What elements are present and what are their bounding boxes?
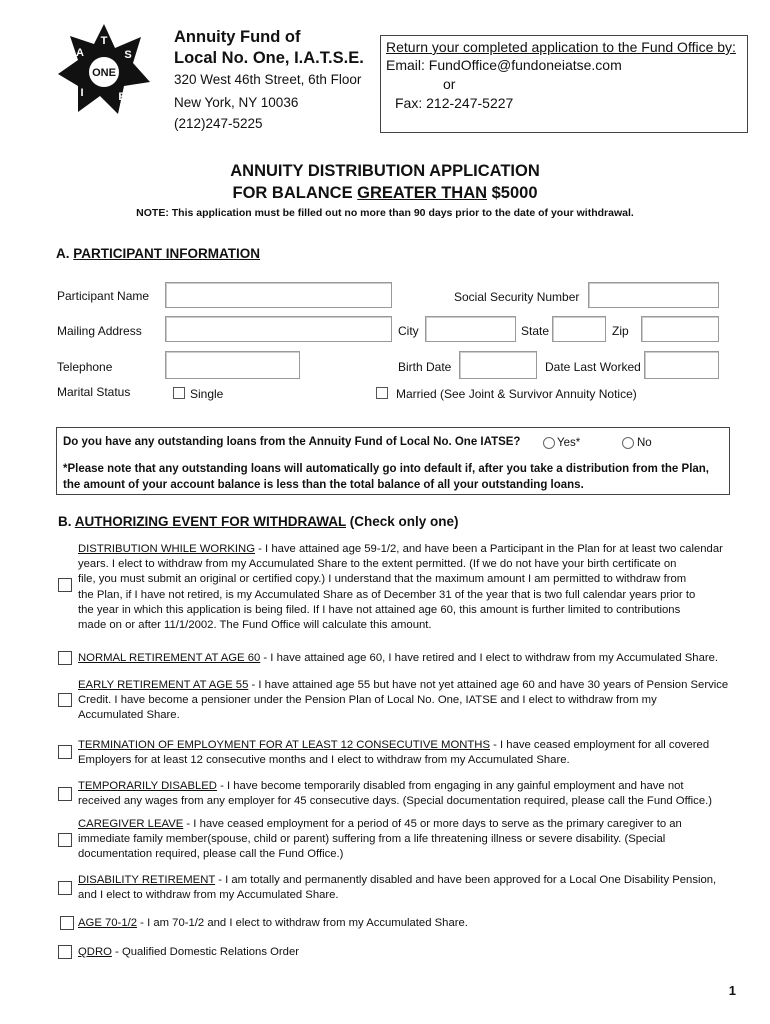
termination-of-employment-checkbox[interactable] bbox=[58, 745, 72, 759]
option-heading: NORMAL RETIREMENT AT AGE 60 bbox=[78, 652, 261, 664]
ssn-label: Social Security Number bbox=[454, 290, 580, 304]
caregiver-leave-checkbox[interactable] bbox=[58, 833, 72, 847]
option-line: - I have ceased employment for all covered bbox=[489, 739, 710, 751]
qdro-text bbox=[78, 945, 738, 960]
mailing-address-label: Mailing Address bbox=[57, 324, 142, 338]
section-b-letter: B. bbox=[58, 514, 72, 529]
org-address-line1: 320 West 46th Street, 6th Floor bbox=[174, 72, 362, 87]
option-line: made on or after 11/1/2002. The Fund Office will calculate this amount. bbox=[78, 619, 432, 632]
date-last-worked-field[interactable] bbox=[644, 351, 719, 379]
date-last-worked-label: Date Last Worked bbox=[545, 360, 641, 374]
org-name-line2: Local No. One, I.A.T.S.E. bbox=[174, 49, 364, 67]
section-b-heading bbox=[58, 514, 459, 529]
normal-retirement-checkbox[interactable] bbox=[58, 651, 72, 665]
section-a-letter: A. bbox=[56, 246, 70, 261]
option-line: the year in which this application is being filed. If I have not attained age 60, this amount is further limited to contributions bbox=[78, 603, 681, 616]
logo-letter-i: I bbox=[80, 87, 84, 99]
option-line: the Plan, if I have not retired, is my Accumulated Share as of December 31 of the year that is two full calendar years prior to bbox=[78, 588, 696, 601]
section-a-heading bbox=[56, 246, 260, 261]
termination-of-employment-text bbox=[78, 738, 738, 768]
zip-label: Zip bbox=[612, 324, 629, 338]
return-instructions-box bbox=[380, 35, 748, 133]
single-checkbox[interactable] bbox=[173, 387, 185, 399]
return-fax: Fax: 212-247-5227 bbox=[395, 95, 514, 111]
option-line: years. I elect to withdraw from my Accumulated Share to the extent permitted. (If we do not have your birth certificate on bbox=[78, 558, 677, 571]
loans-yes-radio[interactable] bbox=[543, 437, 555, 449]
logo-letter-e: E bbox=[118, 91, 126, 103]
ssn-field[interactable] bbox=[588, 282, 719, 308]
distribution-while-working-text bbox=[78, 542, 738, 633]
section-a-title: PARTICIPANT INFORMATION bbox=[73, 246, 260, 261]
loans-note-line1: *Please note that any outstanding loans will automatically go into default if, after you take a distribution from the Plan, bbox=[63, 463, 710, 475]
title-prefix: FOR BALANCE bbox=[232, 184, 358, 202]
normal-retirement-text bbox=[78, 651, 738, 666]
distribution-while-working-checkbox[interactable] bbox=[58, 578, 72, 592]
option-line: - I have attained age 55 but have not yet attained age 60 and have 30 years of Pension Service bbox=[248, 679, 729, 691]
early-retirement-text bbox=[78, 678, 738, 724]
return-email: Email: FundOffice@fundoneiatse.com bbox=[386, 57, 622, 73]
return-or: or bbox=[443, 76, 456, 92]
loans-no-radio[interactable] bbox=[622, 437, 634, 449]
caregiver-leave-text bbox=[78, 817, 738, 863]
married-checkbox[interactable] bbox=[376, 387, 388, 399]
iatse-logo bbox=[56, 22, 152, 118]
form-note: NOTE: This application must be filled out no more than 90 days prior to the date of your withdrawal. bbox=[136, 207, 634, 219]
option-heading: TEMPORARILY DISABLED bbox=[78, 780, 217, 792]
telephone-field[interactable] bbox=[165, 351, 300, 379]
option-heading: EARLY RETIREMENT AT AGE 55 bbox=[78, 679, 249, 691]
form-title-line2 bbox=[0, 184, 770, 203]
participant-name-label: Participant Name bbox=[57, 289, 150, 303]
birth-date-field[interactable] bbox=[459, 351, 537, 379]
option-heading: CAREGIVER LEAVE bbox=[78, 818, 184, 830]
logo-letter-t: T bbox=[100, 35, 108, 47]
option-line: Employers for at least 12 consecutive months and I elect to withdraw from my Accumulated Share. bbox=[78, 754, 570, 767]
section-b-title: AUTHORIZING EVENT FOR WITHDRAWAL bbox=[74, 514, 346, 529]
title-suffix: $5000 bbox=[487, 184, 538, 202]
disability-retirement-checkbox[interactable] bbox=[58, 881, 72, 895]
option-heading: TERMINATION OF EMPLOYMENT FOR AT LEAST 12 CONSECUTIVE MONTHS bbox=[78, 739, 490, 751]
state-field[interactable] bbox=[552, 316, 606, 342]
loans-no-label: No bbox=[637, 437, 652, 449]
title-emphasis: GREATER THAN bbox=[357, 184, 488, 202]
logo-letter-s: S bbox=[124, 49, 132, 61]
option-line: received any wages from any employer for 45 consecutive days. (Special documentation required, please call the Fund Office.) bbox=[78, 795, 713, 808]
option-line: - I am 70-1/2 and I elect to withdraw from my Accumulated Share. bbox=[137, 917, 468, 929]
return-heading: Return your completed application to the Fund Office by: bbox=[386, 39, 736, 55]
temporarily-disabled-text bbox=[78, 779, 748, 809]
option-line: - I have attained age 59-1/2, and have been a Participant in the Plan for at least two calendar bbox=[255, 543, 723, 555]
loans-yes-label: Yes* bbox=[557, 437, 581, 449]
option-line: Credit. I have become a pensioner under the Pension Plan of Local No. One, IATSE and I elect to withdraw from my bbox=[78, 694, 657, 707]
state-label: State bbox=[521, 324, 550, 338]
option-line: Accumulated Share. bbox=[78, 709, 180, 722]
option-heading: AGE 70-1/2 bbox=[78, 917, 138, 929]
single-label: Single bbox=[190, 387, 224, 401]
loans-box bbox=[56, 427, 730, 495]
loans-note-line2: the amount of your account balance is less than the total balance of all your outstanding loans. bbox=[63, 479, 584, 491]
option-heading: QDRO bbox=[78, 946, 112, 958]
zip-field[interactable] bbox=[641, 316, 719, 342]
age-70-checkbox[interactable] bbox=[60, 916, 74, 930]
org-name-line1: Annuity Fund of bbox=[174, 28, 301, 46]
option-line: - I am totally and permanently disabled and have been approved for a Local One Disability Pension, bbox=[215, 874, 717, 886]
section-b-subtitle: (Check only one) bbox=[346, 514, 459, 529]
option-line: - I have become temporarily disabled from engaging in any gainful employment and have not bbox=[216, 780, 684, 792]
option-line: - I have attained age 60, I have retired and I elect to withdraw from my Accumulated Share. bbox=[260, 652, 719, 664]
page-number: 1 bbox=[728, 983, 736, 998]
city-field[interactable] bbox=[425, 316, 516, 342]
logo-letter-a: A bbox=[76, 47, 84, 59]
option-line: - I have ceased employment for a period of 45 or more days to serve as the primary caregiver to an bbox=[183, 818, 682, 830]
option-line: and I elect to withdraw from my Accumulated Share. bbox=[78, 889, 339, 902]
city-label: City bbox=[398, 324, 419, 338]
org-phone: (212)247-5225 bbox=[174, 116, 263, 131]
birth-date-label: Birth Date bbox=[398, 360, 452, 374]
disability-retirement-text bbox=[78, 873, 748, 903]
loans-question: Do you have any outstanding loans from the Annuity Fund of Local No. One IATSE? bbox=[63, 436, 521, 448]
option-line: documentation required, please call the Fund Office.) bbox=[78, 848, 344, 861]
mailing-address-field[interactable] bbox=[165, 316, 392, 342]
qdro-checkbox[interactable] bbox=[58, 945, 72, 959]
marital-status-label: Marital Status bbox=[57, 385, 131, 399]
temporarily-disabled-checkbox[interactable] bbox=[58, 787, 72, 801]
age-70-text bbox=[78, 916, 738, 931]
married-label: Married (See Joint & Survivor Annuity Notice) bbox=[396, 387, 637, 401]
form-title-line1: ANNUITY DISTRIBUTION APPLICATION bbox=[230, 162, 540, 180]
logo-center-text: ONE bbox=[92, 67, 116, 79]
option-line: - Qualified Domestic Relations Order bbox=[111, 946, 299, 958]
org-address-line2: New York, NY 10036 bbox=[174, 95, 299, 110]
participant-name-field[interactable] bbox=[165, 282, 392, 308]
option-line: file, you must submit an original or certified copy.) I understand that the maximum amount I am permitted to withdraw from bbox=[78, 573, 687, 586]
early-retirement-checkbox[interactable] bbox=[58, 693, 72, 707]
option-heading: DISTRIBUTION WHILE WORKING bbox=[78, 543, 255, 555]
option-line: immediate family member(spouse, child or parent) suffering from a life threatening illness or severe disability. (Special bbox=[78, 833, 666, 846]
telephone-label: Telephone bbox=[57, 360, 113, 374]
option-heading: DISABILITY RETIREMENT bbox=[78, 874, 216, 886]
